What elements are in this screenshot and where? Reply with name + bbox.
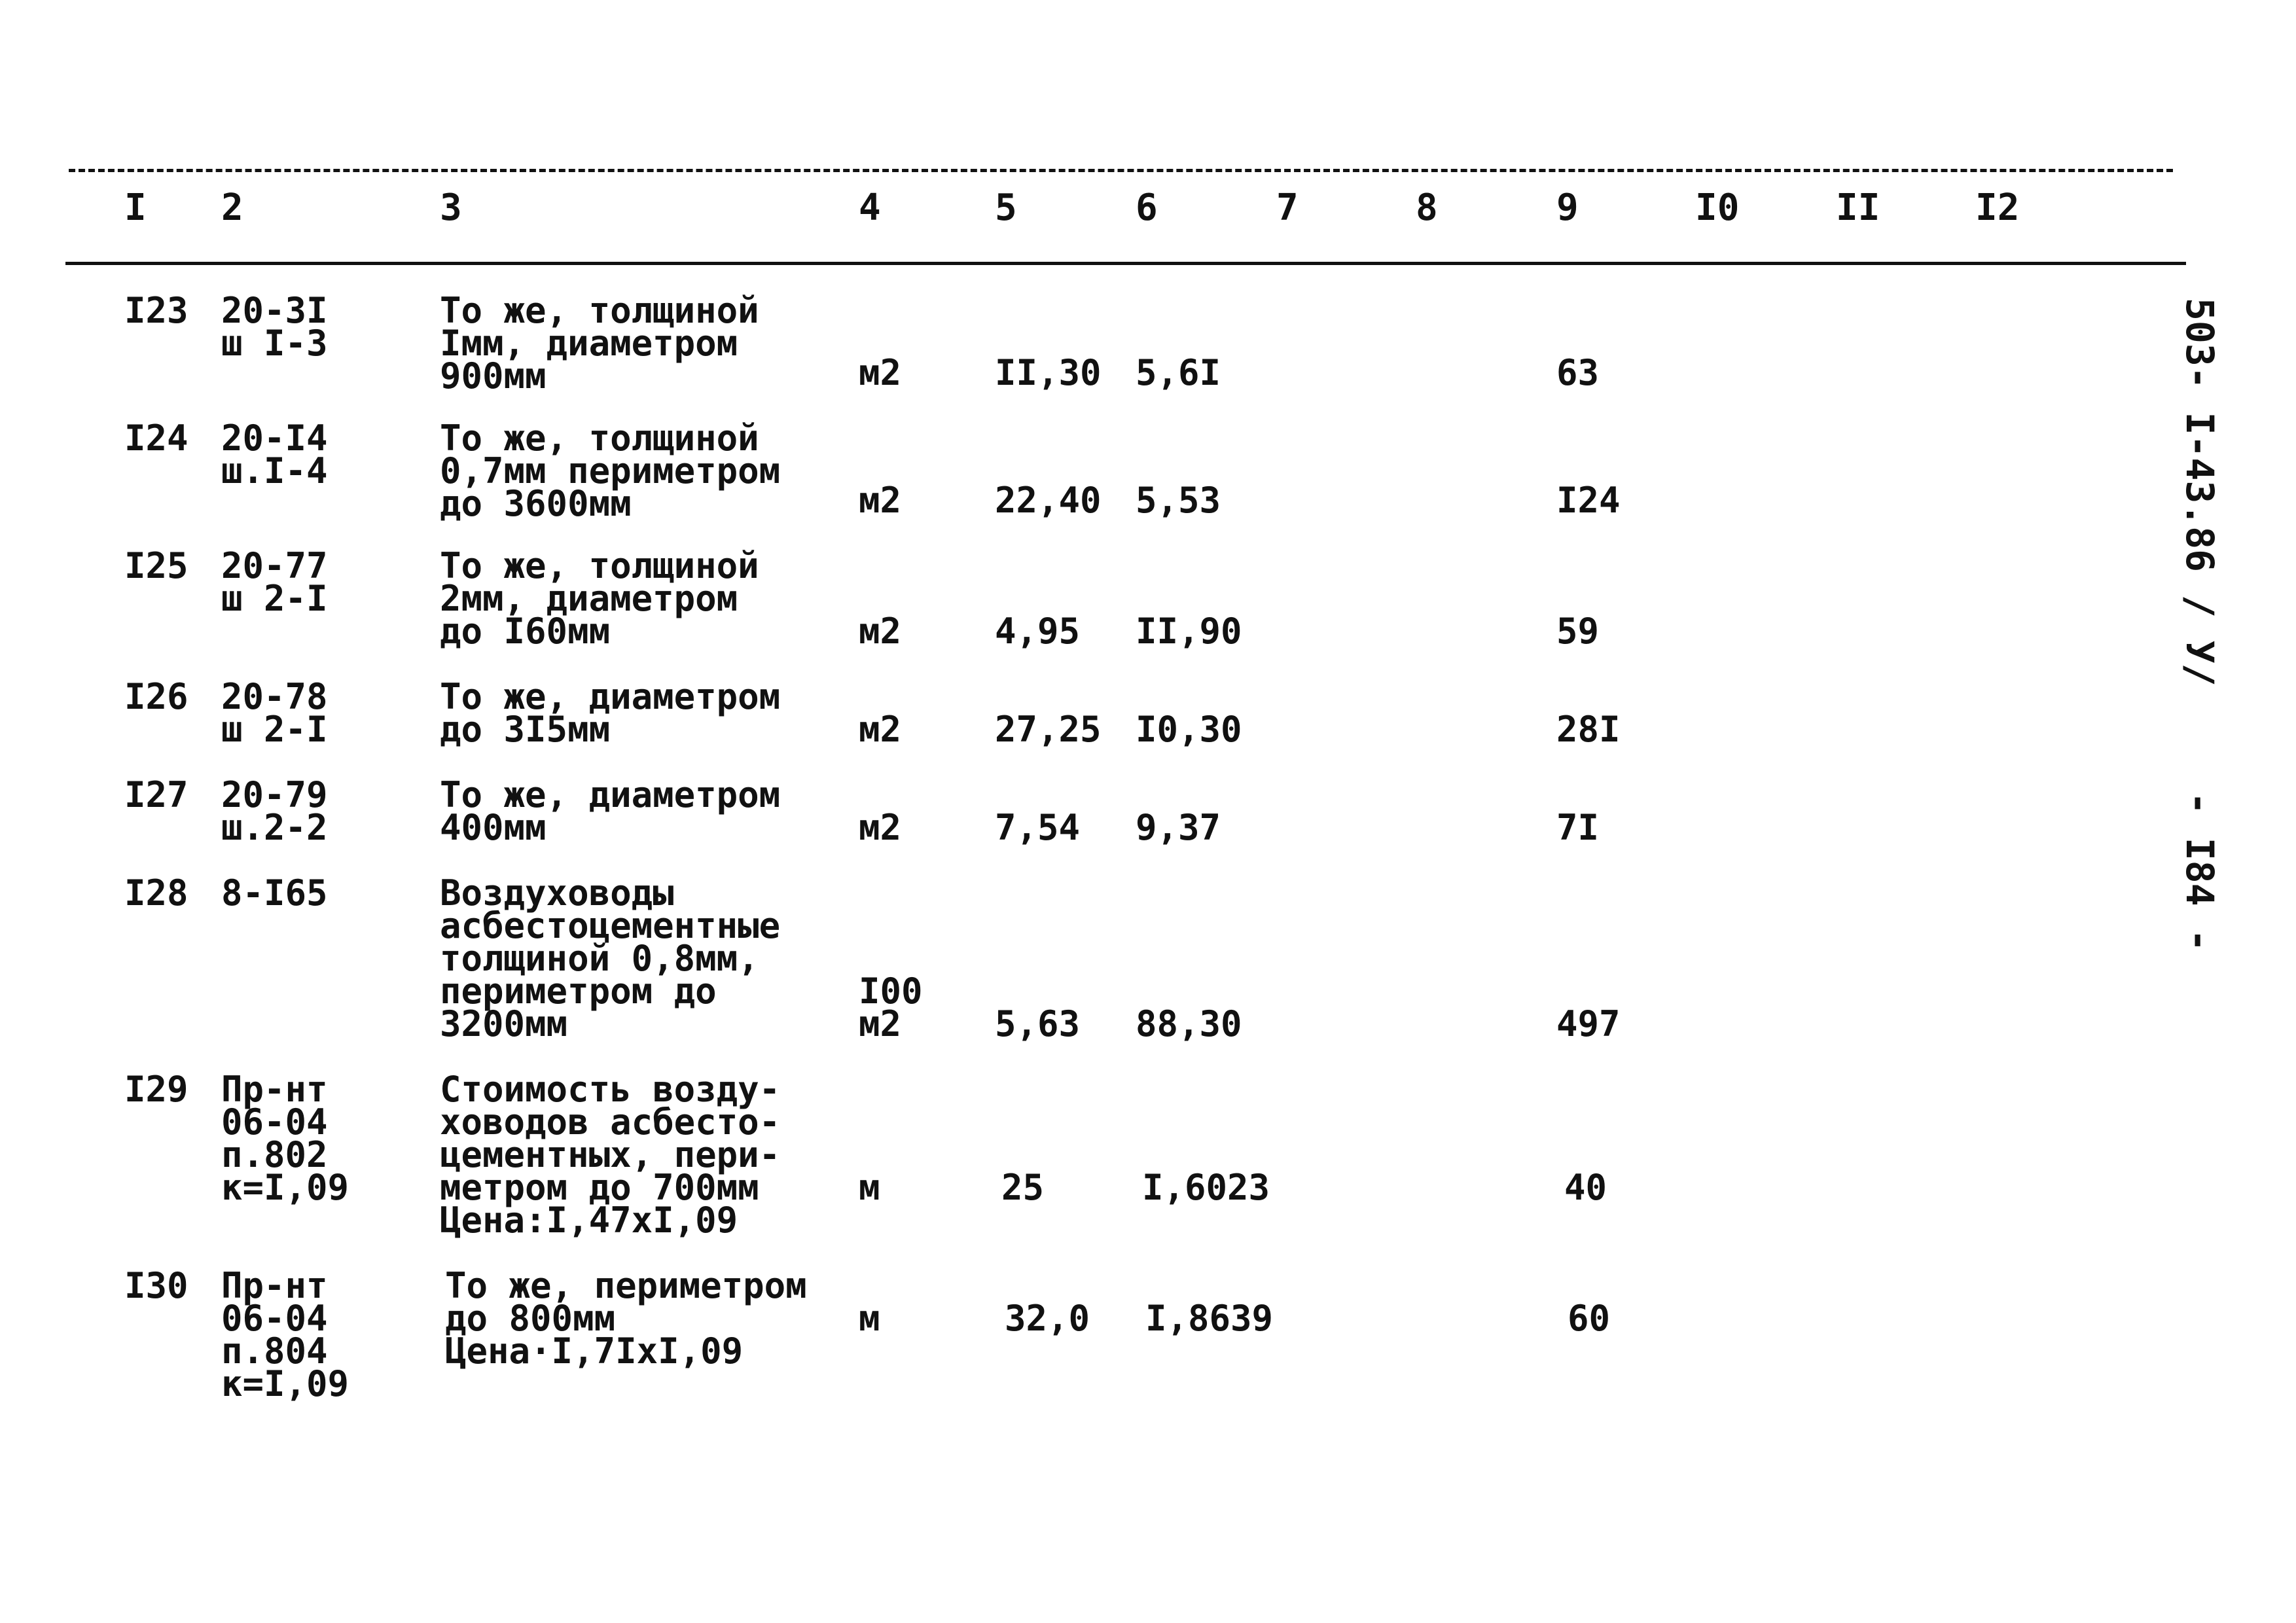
header-col-4: 4 [859, 187, 881, 229]
row-quantity: 7,54 [995, 807, 1081, 848]
row-quantity: 27,25 [995, 709, 1102, 750]
row-total: 63 [1556, 352, 1600, 393]
header-col-5: 5 [995, 187, 1017, 229]
header-col-12: I2 [1975, 187, 2020, 229]
row-quantity: 5,63 [995, 1003, 1081, 1044]
header-col-10: I0 [1695, 187, 1740, 229]
row-unit: м [859, 1167, 880, 1208]
row-unit: м2 [859, 709, 902, 750]
row-total: I24 [1556, 480, 1621, 521]
header-top-rule [69, 169, 2173, 172]
row-number: I30 [124, 1265, 188, 1306]
row-unit: I00 м2 [859, 971, 923, 1044]
row-code: 20-79 ш.2-2 [221, 774, 328, 848]
row-unit-price: 5,53 [1136, 480, 1221, 521]
row-code: 20-77 ш 2-I [221, 545, 328, 619]
header-col-2: 2 [221, 187, 243, 229]
row-description: Воздуховоды асбестоцементные толщиной 0,8мм, периметром до 3200мм [440, 872, 781, 1044]
row-code: 20-78 ш 2-I [221, 676, 328, 750]
document-code: 503- I-43.86 / У/ [2178, 298, 2222, 687]
header-bottom-rule [65, 262, 2186, 265]
row-quantity: 32,0 [1005, 1298, 1090, 1339]
row-number: I29 [124, 1069, 188, 1110]
row-unit: м2 [859, 611, 902, 652]
row-unit: м [859, 1298, 880, 1339]
row-code: Пр-нт 06-04 п.802 к=I,09 [221, 1069, 350, 1208]
row-total: 7I [1556, 807, 1600, 848]
header-col-8: 8 [1416, 187, 1438, 229]
header-col-9: 9 [1556, 187, 1579, 229]
row-number: I24 [124, 418, 188, 459]
row-description: То же, диаметром 400мм [440, 774, 781, 848]
row-quantity: 25 [1001, 1167, 1045, 1208]
row-description: То же, толщиной Iмм, диаметром 900мм [440, 290, 759, 397]
row-code: 20-I4 ш.I-4 [221, 418, 328, 491]
row-number: I26 [124, 676, 188, 717]
row-total: 28I [1556, 709, 1621, 750]
header-col-6: 6 [1136, 187, 1158, 229]
row-unit-price: I0,30 [1136, 709, 1242, 750]
row-unit-price: 5,6I [1136, 352, 1221, 393]
row-number: I27 [124, 774, 188, 815]
row-unit: м2 [859, 352, 902, 393]
header-col-3: 3 [440, 187, 462, 229]
row-code: 20-3I ш I-3 [221, 290, 328, 364]
row-unit: м2 [859, 480, 902, 521]
row-unit-price: I,6023 [1142, 1167, 1270, 1208]
row-quantity: 4,95 [995, 611, 1081, 652]
row-total: 59 [1556, 611, 1600, 652]
header-col-1: I [124, 187, 147, 229]
header-col-7: 7 [1276, 187, 1299, 229]
page-number: - I84 - [2178, 792, 2222, 952]
row-total: 497 [1556, 1003, 1621, 1044]
row-number: I28 [124, 872, 188, 914]
row-total: 40 [1564, 1167, 1607, 1208]
row-description: То же, периметром до 800мм Цена·I,7IхI,09 [445, 1265, 807, 1372]
row-unit: м2 [859, 807, 902, 848]
row-unit-price: I,8639 [1145, 1298, 1274, 1339]
row-description: То же, толщиной 2мм, диаметром до I60мм [440, 545, 759, 652]
row-number: I23 [124, 290, 188, 331]
row-unit-price: 9,37 [1136, 807, 1221, 848]
row-description: Стоимость возду- ховодов асбесто- цементных, пери- метром до 700мм Цена:I,47хI,09 [440, 1069, 781, 1241]
row-unit-price: II,90 [1136, 611, 1242, 652]
row-unit-price: 88,30 [1136, 1003, 1242, 1044]
row-number: I25 [124, 545, 188, 586]
row-total: 60 [1568, 1298, 1611, 1339]
row-description: То же, диаметром до 3I5мм [440, 676, 781, 750]
header-col-11: II [1836, 187, 1880, 229]
row-description: То же, толщиной 0,7мм периметром до 3600мм [440, 418, 781, 524]
row-code: Пр-нт 06-04 п.804 к=I,09 [221, 1265, 350, 1404]
row-code: 8-I65 [221, 872, 328, 914]
row-quantity: 22,40 [995, 480, 1102, 521]
row-quantity: II,30 [995, 352, 1102, 393]
